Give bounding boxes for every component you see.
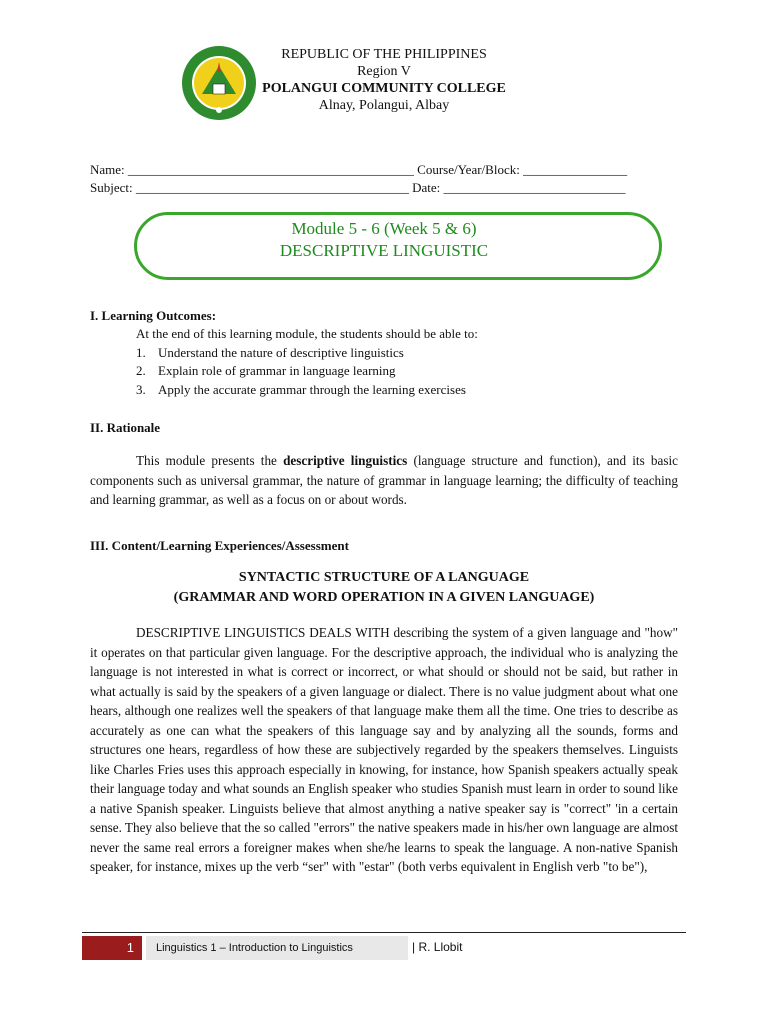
section-title: SYNTACTIC STRUCTURE OF A LANGUAGE [238,570,530,585]
college-address: Alnay, Polangui, Albay [318,98,450,113]
footer-divider [82,932,686,933]
outcome-item: 3. Apply the accurate grammar through the learning exercises [136,382,466,397]
outcome-item: 1. Understand the nature of descriptive linguistics [136,345,404,360]
subject-date-field-row[interactable]: Subject: __________________________________________ Date: ____________________________ [90,180,626,195]
region-heading: Region V [357,64,411,79]
republic-heading: REPUBLIC OF THE PHILIPPINES [281,47,487,62]
section-subtitle: (GRAMMAR AND WORD OPERATION IN A GIVEN LANGUAGE) [173,590,595,605]
module-title: Module 5 - 6 (Week 5 & 6) [291,219,477,238]
rationale-heading: II. Rationale [90,420,161,435]
content-heading: III. Content/Learning Experiences/Assessment [90,538,349,553]
footer-author: | R. Llobit [412,940,463,954]
body-paragraph: DESCRIPTIVE LINGUISTICS DEALS WITH describing the system of a given language and "how" it operates on that particular given language. For the descriptive approach, the individual who is analyzing the language is not interested in what is correct or incorrect, or what should or should not be said, but rather in what actually is said by the speakers of a given language or dialect. There is no value judgment about what one hears, although one realizes well the speakers of that language make them all the time. One tries to describe as accurately as one can what the speakers of this language say and by analyzing all the sounds, forms and structures one hears, regardless of how these are subjectively regarded by the speakers themselves. Linguists like Charles Fries uses this approach especially in knowing, for instance, how Spanish speakers actually speak their language today and what sounds an English speaker who studies Spanish must learn in order to sound like a native Spanish speaker. Linguists believe that almost anything a native speaker say is "correct" 'in a certain sense. They also believe that the so called "errors" the native speakers made in his/her own language are almost never the same real errors a foreigner makes when she/he learns to speak the language. A non-native Spanish speaker, for instance, mixes up the verb “ser" with "estar" (both verbs equivalent in English verb "to be"), [90,625,679,874]
module-subtitle: DESCRIPTIVE LINGUISTIC [279,241,489,260]
footer-course-title: Linguistics 1 – Introduction to Linguistics [146,936,408,960]
page-number: 1 [82,936,142,960]
college-name: POLANGUI COMMUNITY COLLEGE [262,81,506,96]
learning-outcomes-heading: I. Learning Outcomes: [90,308,217,323]
name-course-field-row[interactable]: Name: ____________________________________________ Course/Year/Block: ________________ [90,162,628,177]
rationale-paragraph: This module presents the descriptive linguistics (language structure and function), and its basic components such as universal grammar, the nature of grammar in language learning; the difficulty of teaching and learning grammar, as well as a focus on or about words. [90,453,678,507]
outcomes-intro: At the end of this learning module, the students should be able to: [136,326,478,341]
outcome-item: 2. Explain role of grammar in language learning [136,363,396,378]
